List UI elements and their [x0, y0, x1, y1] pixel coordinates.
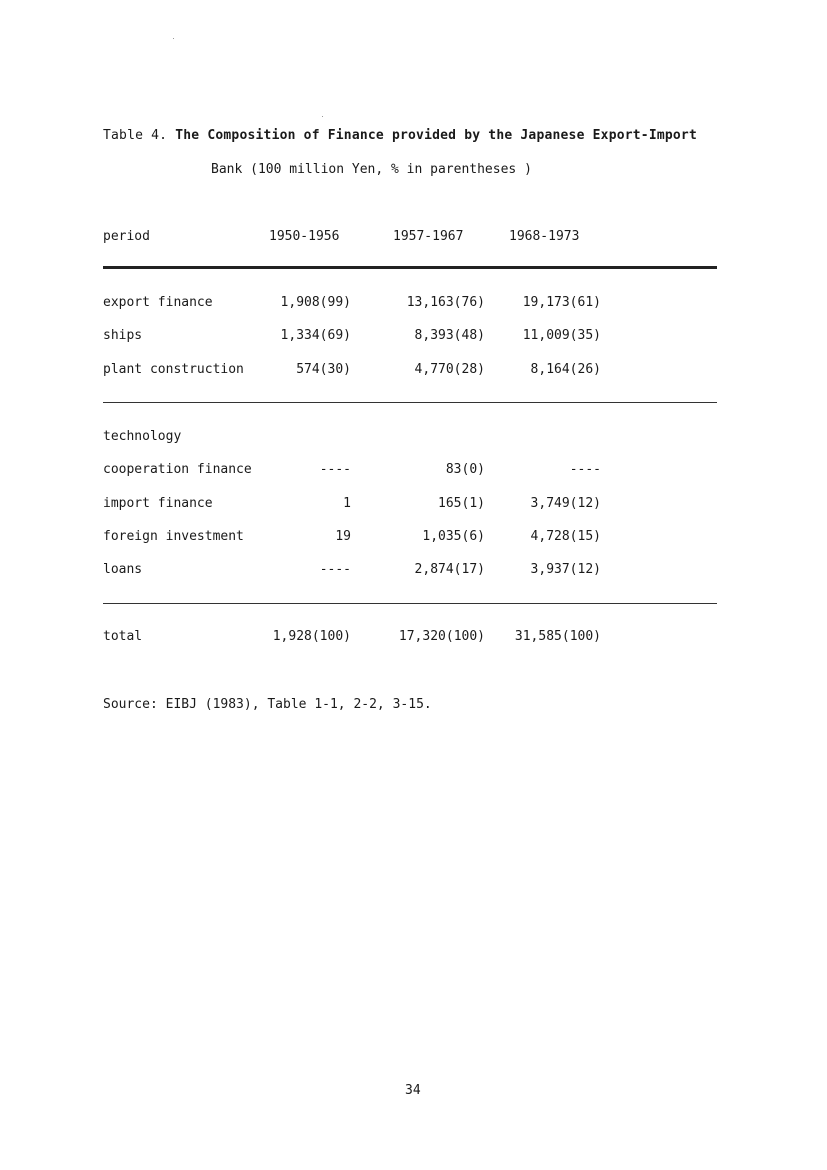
- header-period-label: period: [103, 229, 150, 244]
- row-label: plant construction: [103, 362, 244, 377]
- table-row: [103, 328, 723, 346]
- row-value-col1: 19: [335, 529, 351, 544]
- row-label: loans: [103, 562, 143, 577]
- row-label: total: [103, 629, 143, 644]
- row-value-col2: 4,770(28): [414, 362, 485, 377]
- total-rule: [103, 603, 717, 604]
- row-value-col3: 4,728(15): [530, 529, 601, 544]
- row-value-col2: 1,035(6): [422, 529, 485, 544]
- row-value-col2: 83(0): [445, 462, 485, 477]
- header-col-1957-1967: 1957-1967: [393, 229, 464, 244]
- row-value-col1: 1: [343, 496, 351, 511]
- row-label: ships: [103, 328, 143, 343]
- section-rule: [103, 402, 717, 403]
- row-value-col1: ----: [319, 462, 351, 477]
- source-note: Source: EIBJ (1983), Table 1-1, 2-2, 3-15.: [103, 697, 432, 712]
- row-value-col3: 19,173(61): [522, 295, 601, 310]
- row-value-col1: 1,928(100): [272, 629, 351, 644]
- table-title: [103, 128, 697, 143]
- table-row: [103, 295, 723, 313]
- row-value-col3: ----: [569, 462, 601, 477]
- page-number: 34: [405, 1083, 421, 1098]
- row-value-col2: 13,163(76): [406, 295, 485, 310]
- row-value-col2: 2,874(17): [414, 562, 485, 577]
- row-label: import finance: [103, 496, 213, 511]
- row-label: export finance: [103, 295, 213, 310]
- row-value-col3: 8,164(26): [530, 362, 601, 377]
- row-value-col2: 8,393(48): [414, 328, 485, 343]
- row-value-col1: 1,334(69): [280, 328, 351, 343]
- header-col-1950-1956: 1950-1956: [269, 229, 340, 244]
- table-title-main: The Composition of Finance provided by the Japanese Export-Import: [175, 128, 697, 143]
- row-label: technology: [103, 429, 182, 444]
- table-subtitle: Bank (100 million Yen, % in parentheses ): [211, 162, 532, 177]
- header-rule: [103, 266, 717, 269]
- row-value-col1: ----: [319, 562, 351, 577]
- row-value-col3: 11,009(35): [522, 328, 601, 343]
- row-label: foreign investment: [103, 529, 244, 544]
- scan-speck: [173, 38, 174, 39]
- table-row: [103, 362, 723, 380]
- table-row: [103, 496, 723, 514]
- row-label: cooperation finance: [103, 462, 252, 477]
- row-value-col1: 1,908(99): [280, 295, 351, 310]
- table-row: [103, 429, 723, 447]
- scan-speck: [322, 116, 323, 117]
- row-value-col3: 31,585(100): [514, 629, 601, 644]
- header-col-1968-1973: 1968-1973: [509, 229, 580, 244]
- table-row: [103, 562, 723, 580]
- row-value-col1: 574(30): [296, 362, 351, 377]
- row-value-col3: 3,749(12): [530, 496, 601, 511]
- table-row: [103, 462, 723, 480]
- table-row: [103, 529, 723, 547]
- table-row-total: [103, 629, 723, 647]
- row-value-col2: 165(1): [438, 496, 485, 511]
- row-value-col3: 3,937(12): [530, 562, 601, 577]
- row-value-col2: 17,320(100): [398, 629, 485, 644]
- table-title-prefix: Table 4.: [103, 128, 176, 143]
- table-header-row: [103, 229, 723, 247]
